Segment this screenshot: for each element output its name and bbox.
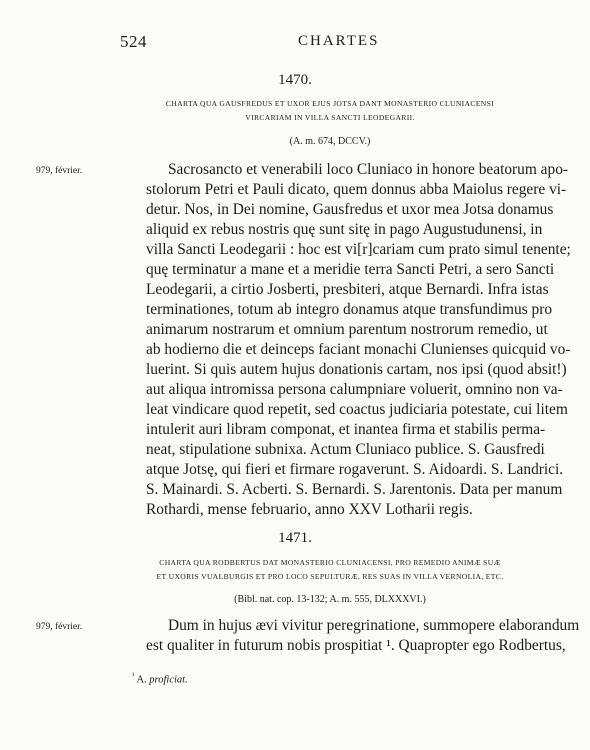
charter-reference: (A. m. 674, DCCV.) — [289, 136, 371, 147]
charter-reference: (Bibl. nat. cop. 13-132; A. m. 555, DLXXXVI.) — [234, 594, 426, 605]
charter-title-line: ET UXORIS VUALBURGIS ET PRO LOCO SEPULTURÆ, RES SUAS IN VILLA VERNOLIA, ETC. — [156, 572, 504, 581]
charter-number: 1471. — [278, 530, 312, 546]
footnote-prefix: A. — [136, 674, 147, 686]
running-head: CHARTES — [298, 33, 380, 49]
charter-title-line: VIRCARIAM IN VILLA SANCTI LEODEGARII. — [245, 113, 415, 122]
body-line: aut aliqua intromissa persona calumpniare voluerit, omnino non va- — [146, 381, 563, 398]
body-line: est qualiter in futurum nobis prospitiat ¹. Quapropter ego Rodbertus, — [146, 637, 566, 654]
body-line: atque Jotsę, qui fieri et firmare rogaverunt. S. Aidoardi. S. Landrici. — [146, 461, 564, 478]
body-line: leat vindicare quod repetit, sed coactus judiciaria potestate, cui litem — [146, 401, 568, 418]
charter-title-line: CHARTA QUA GAUSFREDUS ET UXOR EJUS JOTSA DANT MONASTERIO CLUNIACENSI — [165, 99, 495, 108]
body-line: Dum in hujus ævi vivitur peregrinatione, summopere elaborandum — [168, 617, 580, 634]
footnote — [132, 671, 188, 686]
body-line: villa Sancti Leodegarii : hoc est vi[r]cariam cum prato simul tenente; — [146, 241, 571, 258]
body-line: detur. Nos, in Dei nomine, Gausfredus et uxor mea Jotsa donamus — [146, 201, 554, 218]
footnote-text: proficiat. — [149, 674, 188, 686]
body-line: Leodegarii, a cirtio Josberti, presbiteri, atque Bernardi. Infra istas — [146, 281, 549, 298]
body-line: stolorum Petri et Pauli dicato, quem donnus abba Maiolus regere vi- — [146, 181, 567, 198]
body-line: neat, stipulatione subnixa. Actum Cluniaco publice. S. Gausfredi — [146, 441, 545, 458]
margin-date: 979, février. — [36, 166, 83, 176]
body-line: S. Mainardi. S. Acberti. S. Bernardi. S. Jarentonis. Data per manum — [146, 481, 563, 498]
body-line: intulerit auri libram componat, et inantea firma et stabilis perma- — [146, 421, 546, 438]
body-line: aliquid ex rebus nostris quę sunt sitę in pago Augustudunensi, in — [146, 221, 543, 238]
footnote-marker: ¹ — [132, 671, 135, 680]
margin-date: 979, février. — [36, 622, 83, 632]
body-line: quę terminatur a mane et a meridie terra Sancti Petri, a sero Sancti — [146, 261, 555, 278]
body-line: animarum nostrarum et omnium parentum nostrorum remedio, ut — [146, 321, 548, 338]
body-line: ab hodierno die et deinceps faciant monachi Clunienses quicquid vo- — [146, 341, 571, 358]
charter-title-line: CHARTA QUA RODBERTUS DAT MONASTERIO CLUNIACENSI, PRO REMEDIO ANIMÆ SUÆ — [159, 558, 501, 567]
charter-number: 1470. — [278, 72, 312, 88]
body-line: Sacrosancto et venerabili loco Cluniaco in honore beatorum apo- — [168, 161, 569, 178]
body-line: terminationes, totum ab integro donamus atque transfundimus pro — [146, 301, 553, 318]
page-number: 524 — [120, 32, 147, 51]
body-line: luerint. Si quis autem hujus donationis cartam, nos ipsi (quod absit!) — [146, 361, 567, 378]
body-line: Rothardi, mense februario, anno XXV Lotharii regis. — [146, 501, 473, 518]
